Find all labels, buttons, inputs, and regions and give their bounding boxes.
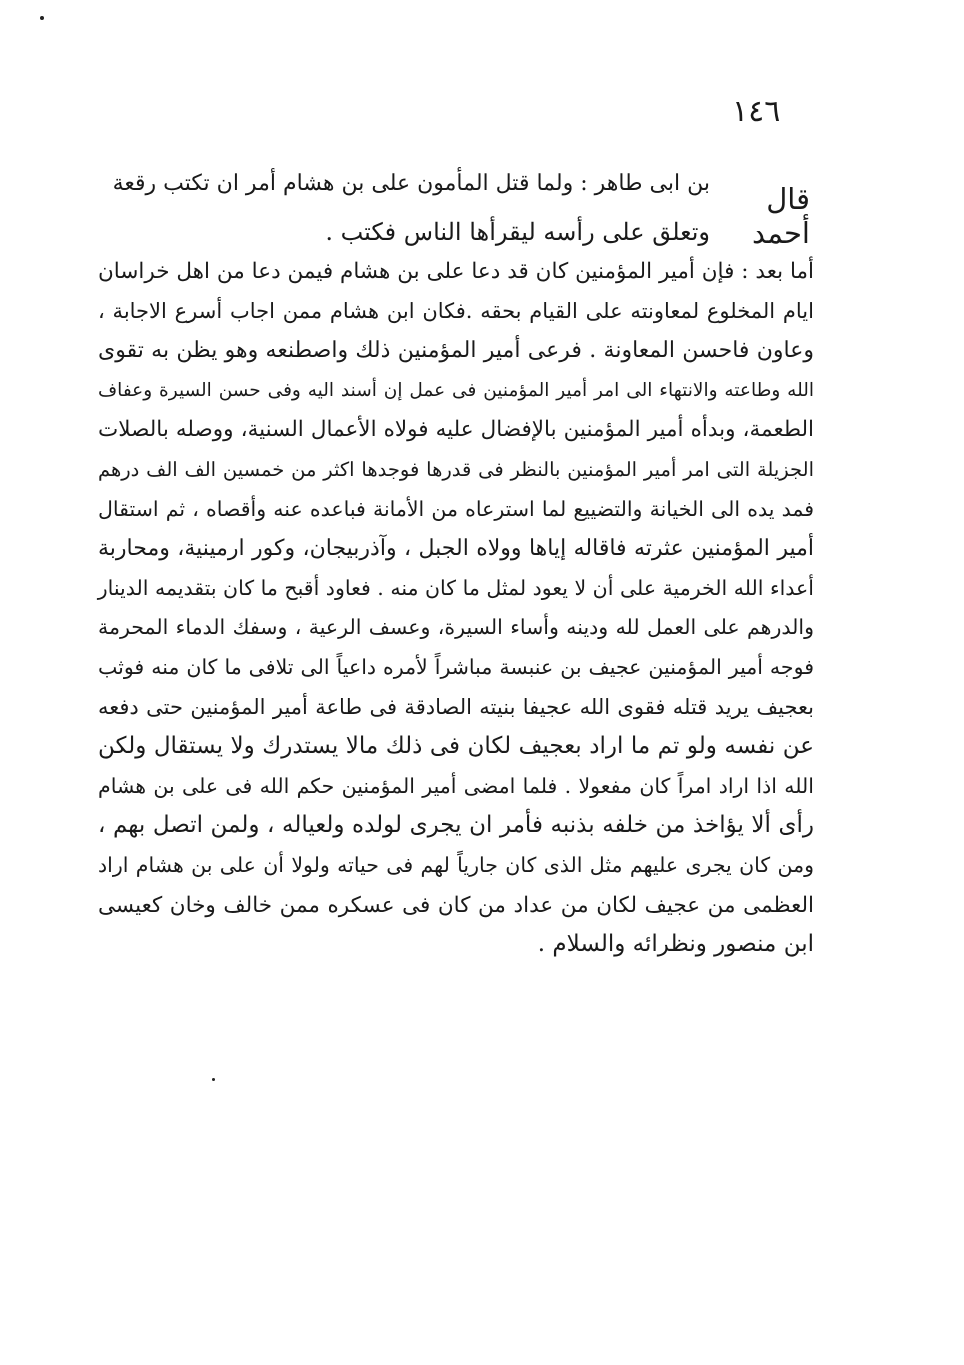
text-line: والدرهم على العمل لله ودينه وأساء السيرة، وعسف الرعية ، وسفك الدماء المحرمة — [98, 615, 814, 640]
text-line: أمير المؤمنين عثرته فاقاله إياها وولاه الجبل ، وآذربيجان، وكور ارمينية، ومحاربة — [98, 536, 814, 562]
text-line: ابن منصور ونظرائه والسلام . — [537, 931, 814, 958]
intro-paragraph — [100, 160, 710, 256]
text-line: العظمى من عجيف لكان من عداد من كان فى عسكره ممن خالف وخان كعيسى — [98, 892, 814, 918]
text-line: أعداء الله الخرمية على أن لا يعود لمثل ما كان منه . فعاود أقبح ما كان بتقديمه الدينار — [97, 575, 814, 600]
text-line: رأى ألا يؤاخذ من خلفه بذنبه فأمر ان يجرى لولده ولعياله ، ولمن اتصل بهم ، — [98, 812, 814, 839]
text-line: الله وطاعته والانتهاء الى امر أمير المؤمنين فى عمل إن أسند اليه وفى حسن السيرة وعفاف — [98, 379, 814, 401]
text-line: بعجيف يريد قتله فقوى الله عجيفا بنيته الصادقة فى طاعة أمير المؤمنين حتى دفعه — [98, 694, 814, 719]
text-line: الله اذا اراد امراً كان مفعولا . فلما امضى أمير المؤمنين حكم الله فى على بن هشام — [98, 773, 814, 798]
side-note: قال أحمد — [752, 182, 810, 250]
text-line: وعاون فاحسن المعاونة . فرعى أمير المؤمنين ذلك واصطنعه وهو يظن به تقوى — [98, 338, 814, 364]
text-line: فوجه أمير المؤمنين عجيف بن عنبسة مباشراً لأمره داعياً الى تلافى ما كان منه فوثب — [98, 654, 814, 679]
text-line: عن نفسه ولو تم ما اراد بعجيف لكان فى ذلك مالا يستدرك ولا يستقال ولكن — [98, 733, 814, 760]
speck-mark — [212, 1078, 215, 1081]
main-text — [98, 252, 814, 965]
text-line: ومن كان يجرى عليهم مثل الذى كان جارياً لهم فى حياته ولولا أن على بن هشام اراد — [98, 852, 814, 877]
text-line: الجزيلة التى امر أمير المؤمنين بالنظر فى قدرها فوجدها اكثر من خمسين الف الف درهم — [98, 457, 814, 481]
text-line: فمد يده الى الخيانة والتضييع لما استرعاه من الأمانة فباعده عنه وأقصاه ، ثم استقال — [98, 496, 814, 521]
text-line: الطعمة، وبدأه أمير المؤمنين بالإفضال عليه فولاه الأعمال السنية، ووصله بالصلات — [98, 417, 814, 443]
speck-mark — [40, 16, 44, 20]
text-line: ايام المخلوع لمعاونته على القيام بحقه .فكان ابن هشام ممن اجاب أسرع الاجابة ، — [98, 298, 814, 323]
intro-line: وتعلق على رأسه ليقرأها الناس فكتب . — [325, 218, 710, 246]
text-line: أما بعد : فإن أمير المؤمنين كان قد دعا على بن هشام فيمن دعا من اهل خراسان — [98, 259, 814, 284]
page-number: ١٤٦ — [732, 94, 781, 129]
intro-line: بن ابى طاهر : ولما قتل المأمون على بن هشام أمر ان تكتب رقعة — [112, 171, 710, 196]
